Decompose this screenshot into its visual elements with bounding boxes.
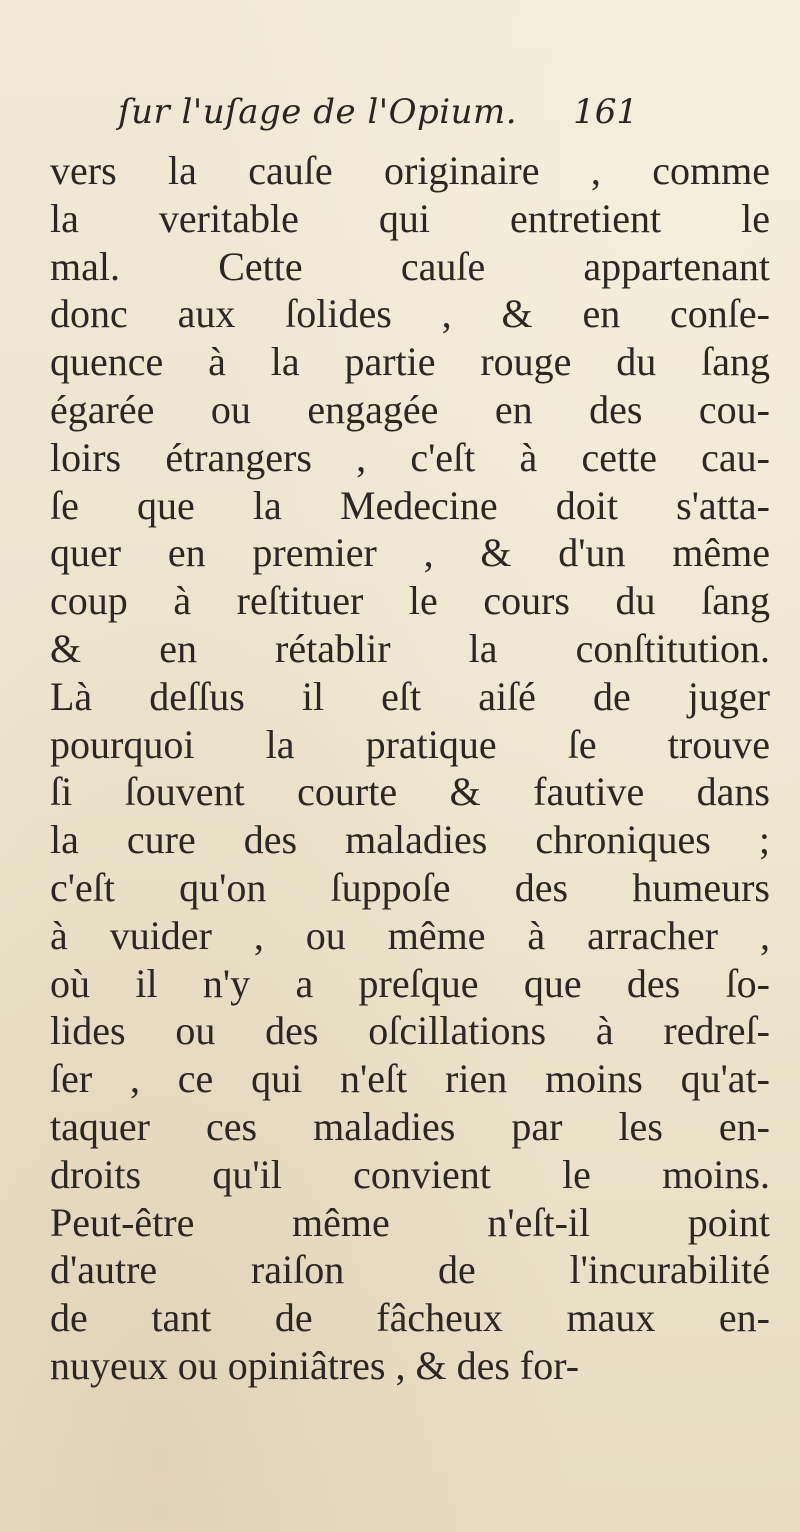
text-line: quer en premier , & d'un même xyxy=(50,530,770,576)
text-line: ſe que la Medecine doit s'atta- xyxy=(50,482,770,528)
text-line: de tant de fâcheux maux en- xyxy=(50,1295,770,1341)
running-title: ſur l'uſage de l'Opium. xyxy=(118,92,518,132)
text-line: c'eſt qu'on ſuppoſe des humeurs xyxy=(50,864,770,910)
text-line: loirs étrangers , c'eſt à cette cau- xyxy=(50,434,770,480)
text-line: à vuider , ou même à arracher , xyxy=(50,912,770,958)
text-line: ſi ſouvent courte & fautive dans xyxy=(50,769,770,815)
text-line: la veritable qui entretient le xyxy=(50,195,770,241)
text-line: & en rétablir la conſtitution. xyxy=(50,625,770,671)
page-header xyxy=(118,92,638,142)
text-line: coup à reſtituer le cours du ſang xyxy=(50,578,770,624)
text-line: ſer , ce qui n'eſt rien moins qu'at- xyxy=(50,1056,770,1102)
text-line: vers la cauſe originaire , comme xyxy=(50,148,770,193)
text-line: quence à la partie rouge du ſang xyxy=(50,339,770,385)
page-number: 161 xyxy=(573,92,638,132)
text-line: la cure des maladies chroniques ; xyxy=(50,817,770,863)
text-line: d'autre raiſon de l'incurabilité xyxy=(50,1247,770,1293)
text-line: nuyeux ou opiniâtres , & des for- xyxy=(50,1342,580,1388)
body-text xyxy=(50,147,770,1390)
text-line: égarée ou engagée en des cou- xyxy=(50,386,770,432)
text-line: mal. Cette cauſe appartenant xyxy=(50,243,770,289)
text-line: Là deſſus il eſt aiſé de juger xyxy=(50,673,770,719)
text-line: droits qu'il convient le moins. xyxy=(50,1151,770,1197)
text-line: donc aux ſolides , & en conſe- xyxy=(50,291,770,337)
text-line: Peut-être même n'eſt-il point xyxy=(50,1199,770,1245)
text-line: taquer ces maladies par les en- xyxy=(50,1103,770,1149)
text-line: où il n'y a preſque que des ſo- xyxy=(50,960,770,1006)
text-line: pourquoi la pratique ſe trouve xyxy=(50,721,770,767)
text-line: lides ou des oſcillations à redreſ- xyxy=(50,1008,770,1054)
